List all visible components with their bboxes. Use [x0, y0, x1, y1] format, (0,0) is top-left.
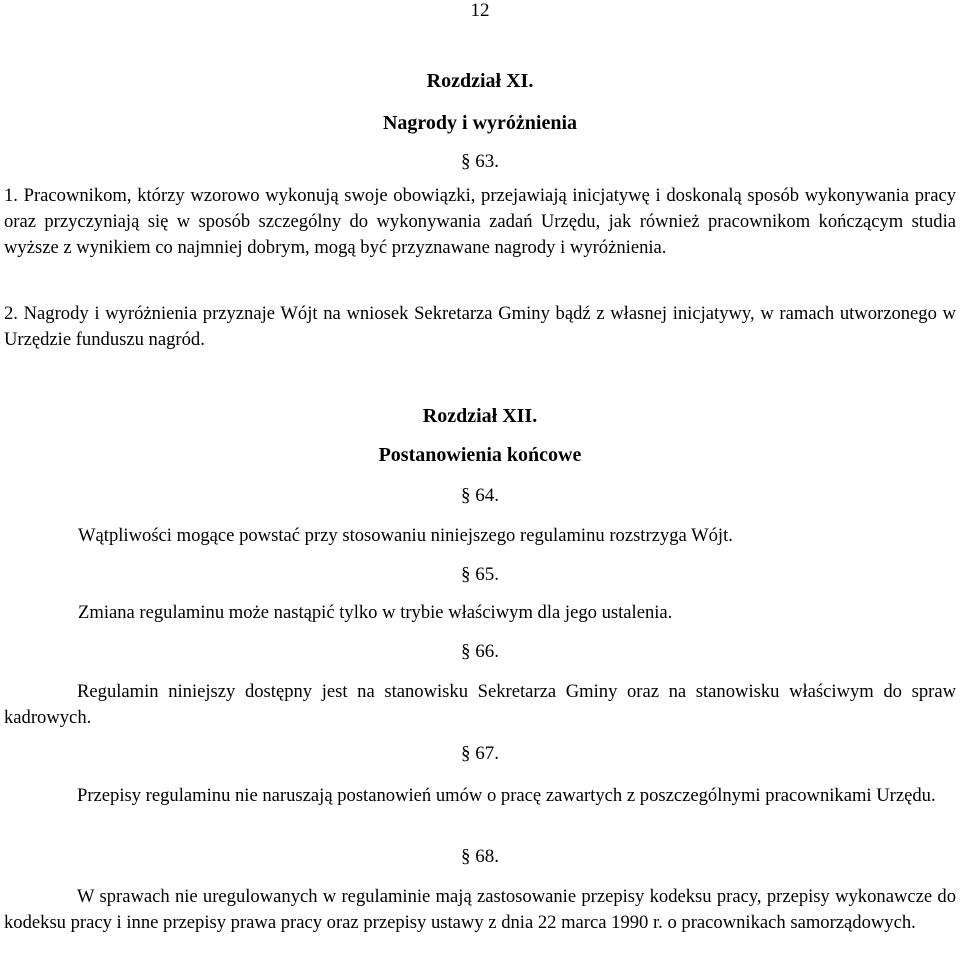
section-64-number: § 64. — [461, 485, 499, 506]
section-67-text: Przepisy regulaminu nie naruszają postanowień umów o pracę zawartych z poszczególnymi pracownikami Urzędu. — [77, 785, 936, 806]
section-66-text: Regulamin niniejszy dostępny jest na stanowisku Sekretarza Gminy oraz na stanowisku właściwym do spraw kadrowych. — [4, 681, 956, 728]
chapter-xi-title: Rozdział XI. — [426, 70, 534, 92]
section-63-number: § 63. — [461, 151, 499, 172]
page-number: 12 — [470, 0, 490, 21]
chapter-xii-title: Rozdział XII. — [422, 405, 538, 427]
section-65-number: § 65. — [461, 564, 499, 585]
section-64-text: Wątpliwości mogące powstać przy stosowaniu niniejszego regulaminu rozstrzyga Wójt. — [78, 525, 733, 546]
section-65-text: Zmiana regulaminu może nastąpić tylko w trybie właściwym dla jego ustalenia. — [78, 602, 673, 623]
chapter-xii-subtitle: Postanowienia końcowe — [378, 444, 582, 466]
section-68-number: § 68. — [461, 846, 499, 867]
section-66-number: § 66. — [461, 641, 499, 662]
section-63-paragraph-1: 1. Pracownikom, którzy wzorowo wykonują swoje obowiązki, przejawiają inicjatywę i doskonalą sposób wykonywania pracy oraz przyczyniają się w sposób szczególny do wykonywania zadań Urzędu, jak również pracownikom kończącym studia wyższe z wynikiem co najmniej dobrym, mogą być przyznawane nagrody i wyróżnienia. — [4, 185, 956, 258]
section-63-paragraph-2: 2. Nagrody i wyróżnienia przyznaje Wójt na wniosek Sekretarza Gminy bądź z własnej inicjatywy, w ramach utworzonego w Urzędzie funduszu nagród. — [4, 303, 956, 350]
chapter-xi-subtitle: Nagrody i wyróżnienia — [382, 112, 578, 134]
section-68-text: W sprawach nie uregulowanych w regulaminie mają zastosowanie przepisy kodeksu pracy, przepisy wykonawcze do kodeksu pracy i inne przepisy prawa pracy oraz przepisy ustawy z dnia 22 marca 1990 r. o pracownikach samorządowych. — [4, 886, 956, 933]
section-67-number: § 67. — [461, 743, 499, 764]
